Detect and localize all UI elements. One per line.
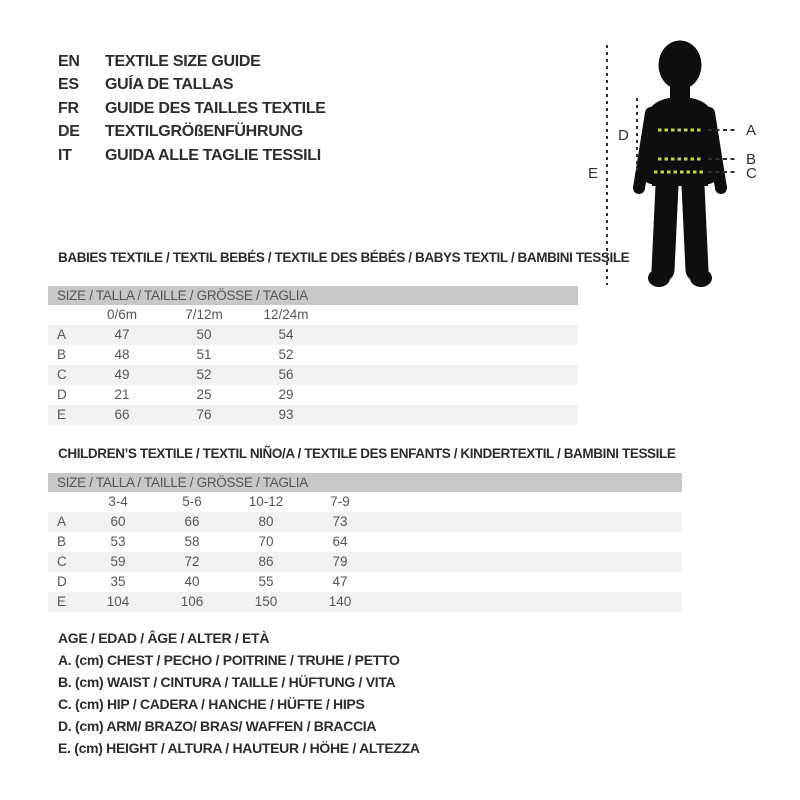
size-value: 53 <box>110 534 126 549</box>
legend-height-line: E. (cm) HEIGHT / ALTURA / HAUTEUR / HÖHE / ALTEZZA <box>58 740 420 756</box>
table-row <box>48 345 578 365</box>
guide-title: TEXTILE SIZE GUIDE <box>105 53 261 70</box>
table-row <box>48 592 682 612</box>
language-row <box>58 50 326 73</box>
size-value: 35 <box>110 574 126 589</box>
size-value: 29 <box>278 387 294 402</box>
language-row <box>58 97 326 120</box>
babies-size-table <box>48 286 578 425</box>
row-label: C <box>57 554 67 569</box>
guide-title: GUÍA DE TALLAS <box>105 76 234 94</box>
size-value: 25 <box>196 387 212 402</box>
size-value: 150 <box>254 594 278 609</box>
size-value: 104 <box>106 594 130 609</box>
column-header: 10-12 <box>248 494 284 509</box>
language-code: DE <box>58 123 80 141</box>
babies-section-heading: BABIES TEXTILE / TEXTIL BEBÉS / TEXTILE DES BÉBÉS / BABYS TEXTIL / BAMBINI TESSILE <box>58 250 630 265</box>
table-row <box>48 405 578 425</box>
size-value: 72 <box>184 554 200 569</box>
size-value: 140 <box>328 594 352 609</box>
size-value: 52 <box>278 347 294 362</box>
size-header-bar: SIZE / TALLA / TAILLE / GRÖSSE / TAGLIA <box>48 473 682 492</box>
measure-label-b: B <box>746 151 757 168</box>
size-value: 79 <box>332 554 348 569</box>
table-row <box>48 532 682 552</box>
size-value: 51 <box>196 347 212 362</box>
size-value: 52 <box>196 367 212 382</box>
language-code: ES <box>58 76 79 94</box>
size-value: 58 <box>184 534 200 549</box>
size-value: 47 <box>332 574 348 589</box>
row-label: B <box>57 534 67 549</box>
column-header: 12/24m <box>263 307 309 322</box>
column-header: 3-4 <box>108 494 128 509</box>
size-value: 47 <box>114 327 130 342</box>
table-row <box>48 325 578 345</box>
size-header-bar: SIZE / TALLA / TAILLE / GRÖSSE / TAGLIA <box>48 286 578 305</box>
table-row <box>48 572 682 592</box>
guide-title: GUIDA ALLE TAGLIE TESSILI <box>105 146 321 164</box>
language-row <box>58 73 326 96</box>
column-header: 5-6 <box>182 494 202 509</box>
size-value: 66 <box>184 514 200 529</box>
row-label: A <box>57 327 67 342</box>
size-value: 80 <box>258 514 274 529</box>
measurement-legend <box>58 627 420 759</box>
measure-label-d: D <box>618 127 629 144</box>
size-value: 60 <box>110 514 126 529</box>
language-code: EN <box>58 53 80 70</box>
size-value: 55 <box>258 574 274 589</box>
size-value: 64 <box>332 534 348 549</box>
size-value: 49 <box>114 367 130 382</box>
size-value: 93 <box>278 407 294 422</box>
language-row <box>58 120 326 143</box>
table-row <box>48 552 682 572</box>
children-size-table <box>48 473 682 612</box>
legend-age-line: AGE / EDAD / ÂGE / ALTER / ETÀ <box>58 630 270 646</box>
empty-corner-cell <box>48 305 81 325</box>
measure-label-c: C <box>746 165 757 182</box>
size-value: 66 <box>114 407 130 422</box>
size-value: 40 <box>184 574 200 589</box>
column-header: 0/6m <box>106 307 137 322</box>
size-value: 70 <box>258 534 274 549</box>
size-value: 54 <box>278 327 294 342</box>
measure-label-e: E <box>588 165 599 182</box>
language-code: FR <box>58 99 79 117</box>
language-title-list <box>58 50 326 167</box>
language-code: IT <box>58 146 72 164</box>
size-value: 56 <box>278 367 294 382</box>
empty-corner-cell <box>48 492 81 512</box>
row-label: D <box>57 387 67 402</box>
row-label: E <box>57 407 67 422</box>
row-label: A <box>57 514 67 529</box>
legend-waist-line: B. (cm) WAIST / CINTURA / TAILLE / HÜFTUNG / VITA <box>58 674 396 690</box>
size-value: 50 <box>196 327 212 342</box>
legend-arm-line: D. (cm) ARM/ BRAZO/ BRAS/ WAFFEN / BRACCIA <box>58 718 377 734</box>
row-label: C <box>57 367 67 382</box>
column-header: 7-9 <box>330 494 350 509</box>
guide-title: GUIDE DES TAILLES TEXTILE <box>105 99 326 117</box>
row-label: D <box>57 574 67 589</box>
legend-hip-line: C. (cm) HIP / CADERA / HANCHE / HÜFTE / HIPS <box>58 696 365 712</box>
table-column-header-row <box>48 492 682 512</box>
guide-title: TEXTILGRÖßENFÜHRUNG <box>105 123 303 141</box>
size-value: 48 <box>114 347 130 362</box>
children-section-heading: CHILDREN’S TEXTILE / TEXTIL NIÑO/A / TEXTILE DES ENFANTS / KINDERTEXTIL / BAMBINI TESSILE <box>58 446 676 461</box>
size-value: 59 <box>110 554 126 569</box>
measure-label-a: A <box>746 122 757 139</box>
size-value: 73 <box>332 514 348 529</box>
column-header: 7/12m <box>185 307 223 322</box>
child-silhouette-icon <box>639 41 721 288</box>
row-label: B <box>57 347 67 362</box>
table-row <box>48 385 578 405</box>
table-row <box>48 512 682 532</box>
size-value: 106 <box>180 594 204 609</box>
legend-chest-line: A. (cm) CHEST / PECHO / POITRINE / TRUHE / PETTO <box>58 652 400 668</box>
table-row <box>48 365 578 385</box>
row-label: E <box>57 594 67 609</box>
table-column-header-row <box>48 305 578 325</box>
size-value: 21 <box>114 387 130 402</box>
size-value: 76 <box>196 407 212 422</box>
size-value: 86 <box>258 554 274 569</box>
language-row <box>58 144 326 167</box>
